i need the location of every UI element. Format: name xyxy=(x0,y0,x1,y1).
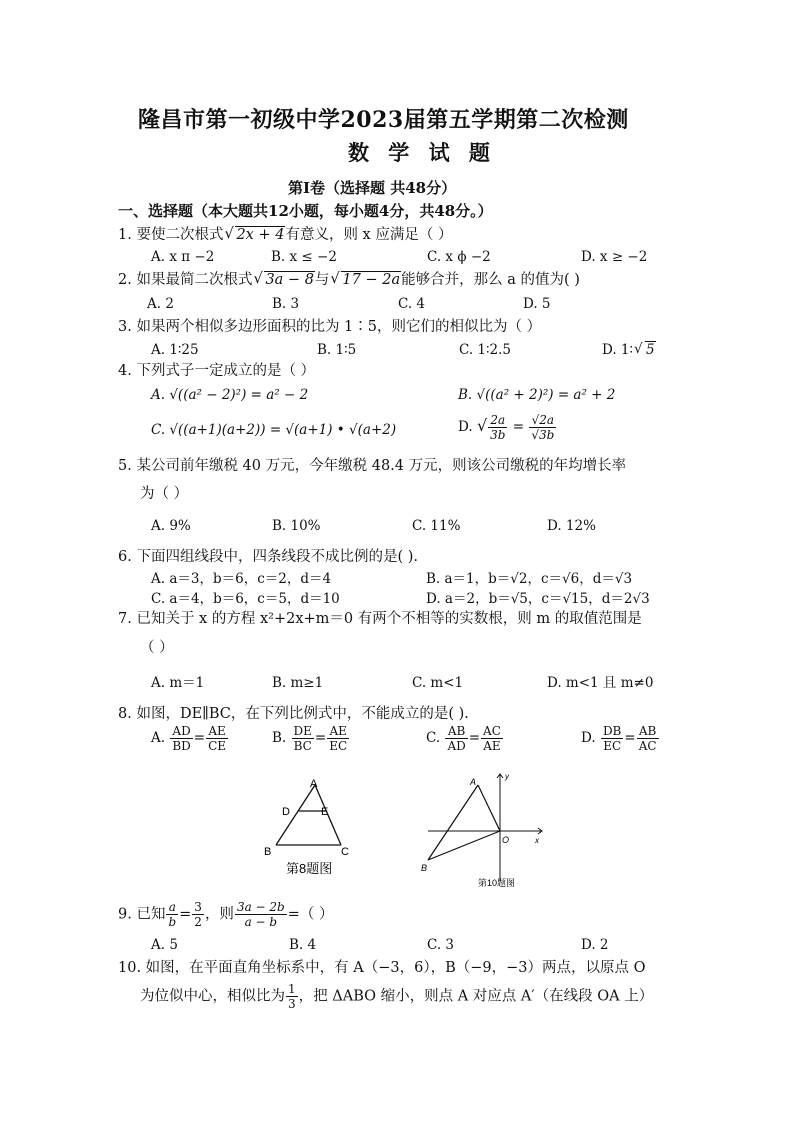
q7-option-c: C. m<1 xyxy=(412,675,464,691)
question-9: 9. 已知 $\frac{a}{b}$ = $\frac{3}{2}$ ，则 $\frac{3a - 2b}{a - b}$ =（ ） xyxy=(118,900,334,929)
label-a: A xyxy=(310,778,318,790)
q1-option-d: D. x ≥ −2 xyxy=(581,249,648,265)
label-c: C xyxy=(341,846,349,858)
q5-option-a: A. 9% xyxy=(151,518,191,534)
q1-stem: 1. 要使二次根式 xyxy=(118,227,224,243)
q4-option-a: A. √((a² − 2)²) = a² − 2 xyxy=(151,387,309,403)
q2-radical-2: √ 17 − 2a xyxy=(330,270,401,290)
q2-stem-end: 能够合并，那么 a 的值为( ) xyxy=(401,272,580,288)
exam-subtitle: 数 学 试 题 xyxy=(348,140,496,165)
q1-option-c: C. x ϕ −2 xyxy=(427,249,491,265)
figure-10-coordinate-plane xyxy=(418,768,548,893)
q8-option-c: C. $\frac{AB}{AD}$ = $\frac{AC}{AE}$ xyxy=(426,724,501,753)
q3-option-a: A. 1∶25 xyxy=(151,342,199,358)
q2-option-c: C. 4 xyxy=(398,296,426,312)
q2-mid: 与 xyxy=(314,272,330,288)
q3-option-b: B. 1∶5 xyxy=(317,342,357,358)
q2-radical-1: √ 3a − 8 xyxy=(253,270,314,290)
q1-radical: √ 2x + 4 xyxy=(224,225,285,245)
figure-8-caption: 第8题图 xyxy=(286,861,333,876)
question-3: 3. 如果两个相似多边形面积的比为 1∶5，则它们的相似比为（ ） xyxy=(118,319,542,335)
q6-option-d: D. a＝2，b＝√5，c＝√15，d＝2√3 xyxy=(426,591,650,607)
label-y: y xyxy=(505,772,509,781)
label-x: x xyxy=(535,836,539,845)
label-o: O xyxy=(502,835,510,845)
q2-stem: 2. 如果最简二次根式 xyxy=(118,272,253,288)
q9-option-a: A. 5 xyxy=(151,937,178,953)
question-5: 5. 某公司前年缴税 40 万元，今年缴税 48.4 万元，则该公司缴税的年均增长率 xyxy=(118,458,627,474)
q7-option-d: D. m<1 且 m≠0 xyxy=(547,675,654,691)
part-heading: 一、选择题（本大题共12小题，每小题4分，共48分。） xyxy=(118,202,493,220)
label-e: E xyxy=(321,806,329,818)
q1-option-a: A. x π −2 xyxy=(151,249,215,265)
q9-option-d: D. 2 xyxy=(581,937,609,953)
question-6: 6. 下面四组线段中，四条线段不成比例的是( ). xyxy=(118,549,418,565)
label-b: B xyxy=(264,846,272,858)
question-5-cont: 为（ ） xyxy=(140,486,189,502)
question-2 xyxy=(118,270,580,290)
q6-option-c: C. a＝4，b＝6，c＝5，d＝10 xyxy=(151,591,340,607)
q3-option-c: C. 1∶2.5 xyxy=(459,342,512,358)
label-a: A xyxy=(470,777,477,787)
question-4: 4. 下列式子一定成立的是（ ） xyxy=(118,363,316,379)
question-10-cont: 为位似中心，相似比为 $\frac{1}{3}$ ，把 ΔABO 缩小，则点 A 对应点 A′（在线段 OA 上） xyxy=(140,982,654,1011)
q4-option-c: C. √((a+1)(a+2)) = √(a+1) • √(a+2) xyxy=(151,422,397,438)
q8-option-b: B. $\frac{DE}{BC}$ = $\frac{AE}{EC}$ xyxy=(272,724,348,753)
q8-option-a: A. $\frac{AD}{BD}$ = $\frac{AE}{CE}$ xyxy=(151,724,227,753)
q9-option-c: C. 3 xyxy=(427,937,455,953)
question-7: 7. 已知关于 x 的方程 x²+2x+m＝0 有两个不相等的实数根，则 m 的取值范围是 xyxy=(118,611,642,627)
segment-ao xyxy=(478,785,500,831)
q9-option-b: B. 4 xyxy=(289,937,317,953)
exam-title: 隆昌市第一初级中学2023届第五学期第二次检测 xyxy=(138,107,629,133)
label-d: D xyxy=(282,806,290,818)
q4-option-d: D. √ $\frac{2a}{3b}$ = $\frac{√2a}{√3b}$ xyxy=(458,413,555,442)
q2-option-a: A. 2 xyxy=(147,296,174,312)
q5-option-d: D. 12% xyxy=(547,518,596,534)
figure-10-caption: 第10题图 xyxy=(478,878,516,888)
q6-option-a: A. a＝3，b＝6，c＝2，d＝4 xyxy=(151,571,332,587)
q5-option-b: B. 10% xyxy=(272,518,321,534)
section-title: 第Ⅰ卷（选择题 共48分） xyxy=(288,179,457,197)
q3-option-d: D. 1∶√ 5 xyxy=(602,341,656,359)
question-8: 8. 如图，DE∥BC，在下列比例式中，不能成立的是( ). xyxy=(118,706,469,722)
q8-option-d: D. $\frac{DB}{EC}$ = $\frac{AB}{AC}$ xyxy=(581,724,657,753)
label-b: B xyxy=(421,863,428,873)
q4-option-b: B. √((a² + 2)²) = a² + 2 xyxy=(458,387,616,403)
question-1 xyxy=(118,225,452,245)
q7-option-b: B. m≥1 xyxy=(272,675,324,691)
question-10: 10. 如图，在平面直角坐标系中，有 A（−3，6），B（−9，−3）两点，以原点 O xyxy=(118,960,646,976)
q2-option-b: B. 3 xyxy=(272,296,300,312)
q6-option-b: B. a＝1，b＝√2，c＝√6，d＝√3 xyxy=(426,571,633,587)
segment-ab xyxy=(428,785,478,860)
figure-8-triangle xyxy=(258,775,368,880)
q1-stem-end: 有意义，则 x 应满足（ ） xyxy=(285,227,453,243)
q5-option-c: C. 11% xyxy=(412,518,461,534)
segment-bo xyxy=(428,831,500,860)
q2-option-d: D. 5 xyxy=(523,296,551,312)
question-7-cont: （ ） xyxy=(140,640,174,656)
q7-option-a: A. m＝1 xyxy=(151,675,205,691)
q1-option-b: B. x ≤ −2 xyxy=(271,249,337,265)
